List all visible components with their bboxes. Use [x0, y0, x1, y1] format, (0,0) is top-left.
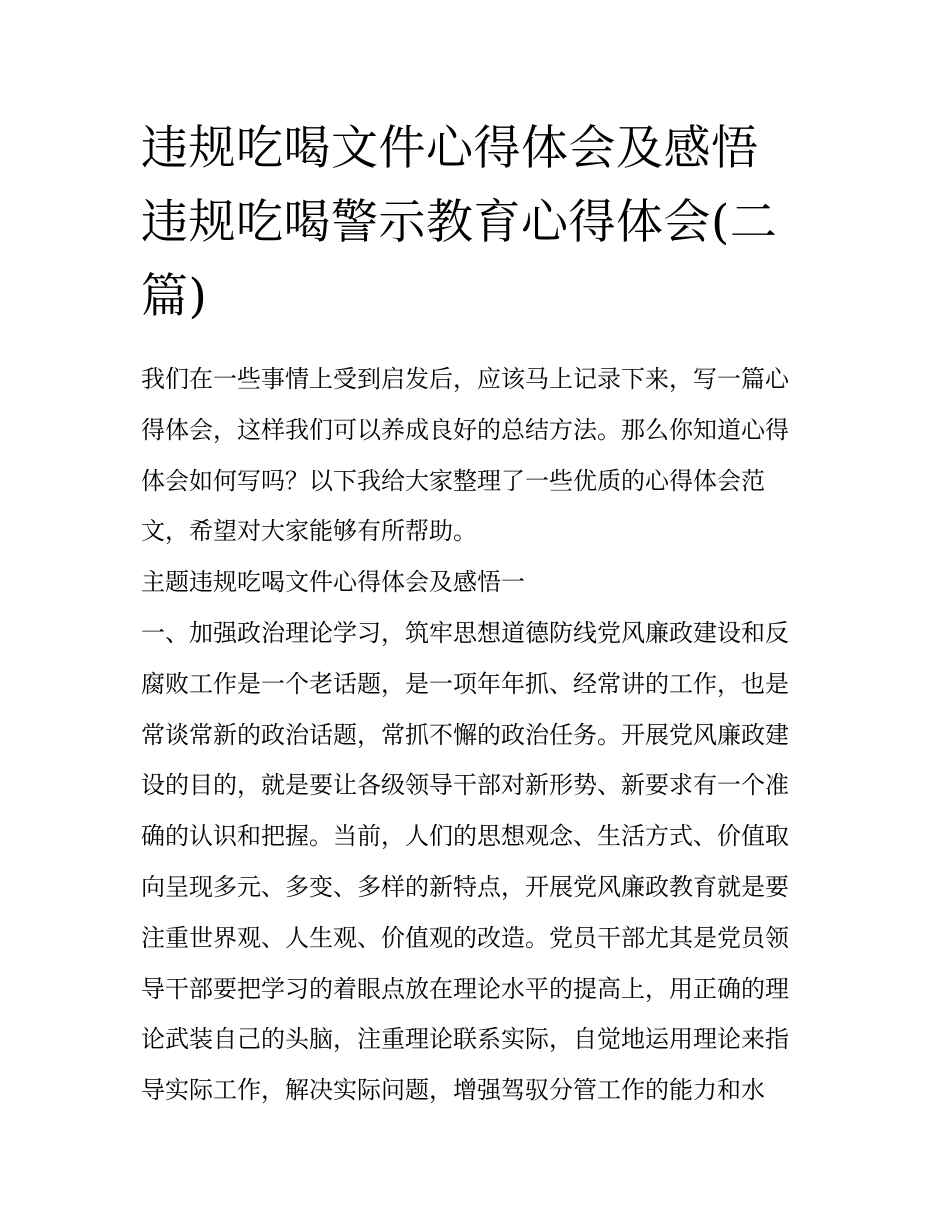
document-body	[141, 354, 821, 1116]
body-line-8: 常谈常新的政治话题，常抓不懈的政治任务。开展党风廉政建	[141, 720, 789, 749]
body-line-12: 注重世界观、人生观、价值观的改造。党员干部尤其是党员领	[141, 923, 789, 952]
title-line-3: 篇)	[141, 269, 208, 324]
body-line-6: 一、加强政治理论学习，筑牢思想道德防线党风廉政建设和反	[141, 618, 789, 647]
body-line-3: 体会如何写吗？以下我给大家整理了一些优质的心得体会范	[141, 466, 765, 495]
section-heading: 主题违规吃喝文件心得体会及感悟一	[141, 568, 525, 597]
title-line-2: 违规吃喝警示教育心得体会(二	[141, 195, 778, 250]
title-line-1: 违规吃喝文件心得体会及感悟	[141, 121, 759, 176]
body-line-13: 导干部要把学习的着眼点放在理论水平的提高上，用正确的理	[141, 974, 789, 1003]
body-line-2: 得体会，这样我们可以养成良好的总结方法。那么你知道心得	[141, 415, 789, 444]
body-line-15: 导实际工作，解决实际问题，增强驾驭分管工作的能力和水	[141, 1076, 765, 1105]
body-line-1: 我们在一些事情上受到启发后，应该马上记录下来，写一篇心	[141, 365, 789, 393]
body-line-14: 论武装自己的头脑，注重理论联系实际，自觉地运用理论来指	[141, 1025, 789, 1054]
body-line-7: 腐败工作是一个老话题，是一项年年抓、经常讲的工作，也是	[141, 669, 789, 698]
body-line-10: 确的认识和把握。当前，人们的思想观念、生活方式、价值取	[141, 822, 789, 851]
body-line-4: 文，希望对大家能够有所帮助。	[141, 517, 477, 546]
document-title	[141, 112, 821, 334]
body-line-9: 设的目的，就是要让各级领导干部对新形势、新要求有一个准	[141, 771, 789, 800]
body-line-11: 向呈现多元、多变、多样的新特点，开展党风廉政教育就是要	[141, 872, 789, 901]
